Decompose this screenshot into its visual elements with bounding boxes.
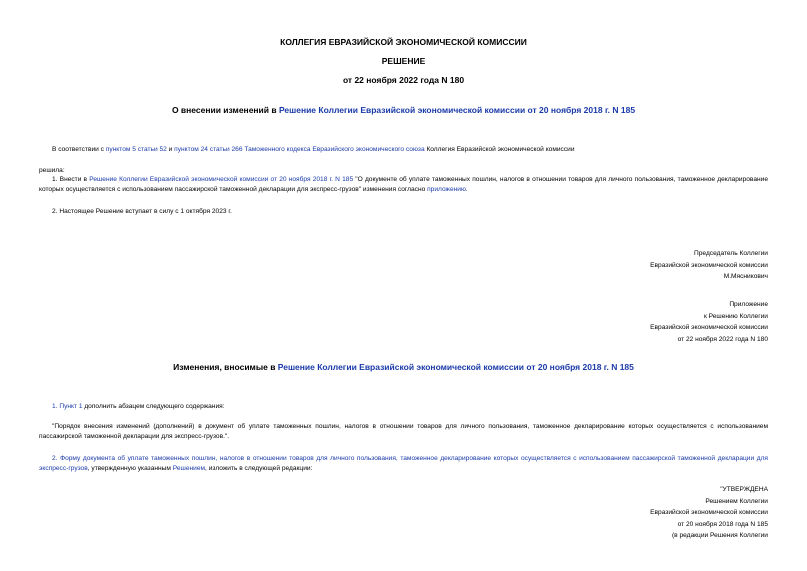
decided-label: решила:	[39, 167, 65, 174]
approved-label: "УТВЕРЖДЕНА	[720, 486, 768, 493]
approved-date-number: от 20 ноября 2018 года N 185	[677, 520, 768, 528]
article-52-link[interactable]: пунктом 5 статьи 52	[105, 146, 167, 153]
document-title	[0, 105, 807, 115]
changes-title-prefix: Изменения, вносимые в	[173, 362, 278, 372]
change-2-paragraph	[39, 454, 768, 474]
appendix-label: Приложение	[729, 301, 768, 308]
organization-heading: КОЛЛЕГИЯ ЕВРАЗИЙСКОЙ ЭКОНОМИЧЕСКОЙ КОМИССИИ	[280, 37, 527, 47]
decision-link[interactable]: Решением	[172, 465, 206, 472]
item-1-text-3: .	[465, 186, 468, 193]
change-2-text-1: , утвержденную указанным	[87, 465, 173, 472]
appendix-link[interactable]: приложению	[427, 186, 466, 193]
item-1-text-2: "О документе об уплате таможенных пошлин, налогов в отношении товаров для личного пользования, таможенное декларирование которых осуществляется с использованием пассажирской таможенной декларации для экспресс-грузов" изменения согласно	[39, 176, 768, 193]
changes-title-decision-link[interactable]: Решение Коллегии Евразийской экономической комиссии от 20 ноября 2018 г. N 185	[277, 362, 634, 372]
title-decision-link[interactable]: Решение Коллегии Евразийской экономической комиссии от 20 ноября 2018 г. N 185	[278, 105, 636, 115]
appendix-organization: Евразийской экономической комиссии	[650, 324, 768, 331]
signature-organization: Евразийской экономической комиссии	[650, 261, 768, 269]
preamble-paragraph	[52, 145, 768, 155]
payment-document-form-link[interactable]: Форму документа об уплате таможенных пошлин, налогов в отношении товаров для личного пользования, таможенное декларирование которых осуществляется с использованием пассажирской таможенной декларации для экспресс-грузов	[39, 455, 768, 472]
preamble-text-3: Коллегия Евразийской экономической комиссии	[424, 146, 575, 153]
change-2-text-2: , изложить в следующей редакции:	[205, 465, 313, 472]
item-1-paragraph	[39, 175, 768, 195]
preamble-text-2: и	[166, 146, 175, 153]
point-1-link[interactable]: Пункт 1	[59, 403, 83, 410]
item-2-paragraph: 2. Настоящее Решение вступает в силу с 1 октября 2023 г.	[52, 208, 232, 215]
approved-edition-note: (в редакции Решения Коллегии	[671, 532, 768, 539]
signature-block	[650, 248, 768, 283]
approved-organization: Евразийской экономической комиссии	[650, 509, 768, 516]
item-1-decision-link[interactable]: Решение Коллегии Евразийской экономической комиссии от 20 ноября 2018 г. N 185	[89, 176, 354, 183]
item-1-text-1: 1. Внести в	[52, 176, 90, 183]
change-2-number: 2.	[52, 455, 61, 462]
preamble-text-1: В соответствии с	[52, 146, 106, 153]
article-266-customs-code-link[interactable]: пунктом 24 статьи 266 Таможенного кодекса Евразийского экономического союза	[174, 146, 425, 153]
document-title-prefix: О внесении изменений в	[171, 105, 279, 115]
changes-title	[0, 362, 807, 372]
appendix-reference-block	[650, 299, 768, 345]
quote-1-paragraph: "Порядок внесения изменений (дополнений) в документ об уплате таможенных пошлин, налогов в отношении товаров для личного пользования, таможенное декларирование которых осуществляется с использованием пассажирской таможенной декларации для экспресс-грузов.".	[39, 423, 768, 440]
change-1-text: дополнить абзацем следующего содержания:	[82, 403, 225, 410]
change-1-paragraph	[52, 402, 225, 412]
appendix-date-number: от 22 ноября 2022 года N 180	[677, 335, 768, 343]
signature-position: Председатель Коллегии	[694, 250, 768, 257]
approved-decision: Решением Коллегии	[705, 497, 768, 505]
approved-block	[650, 484, 768, 542]
signature-name: М.Мясникович	[723, 273, 768, 280]
appendix-decision: к Решению Коллегии	[703, 312, 768, 320]
document-date-number: от 22 ноября 2022 года N 180	[342, 75, 465, 85]
change-1-number: 1.	[52, 403, 60, 410]
document-type-heading: РЕШЕНИЕ	[381, 56, 426, 66]
